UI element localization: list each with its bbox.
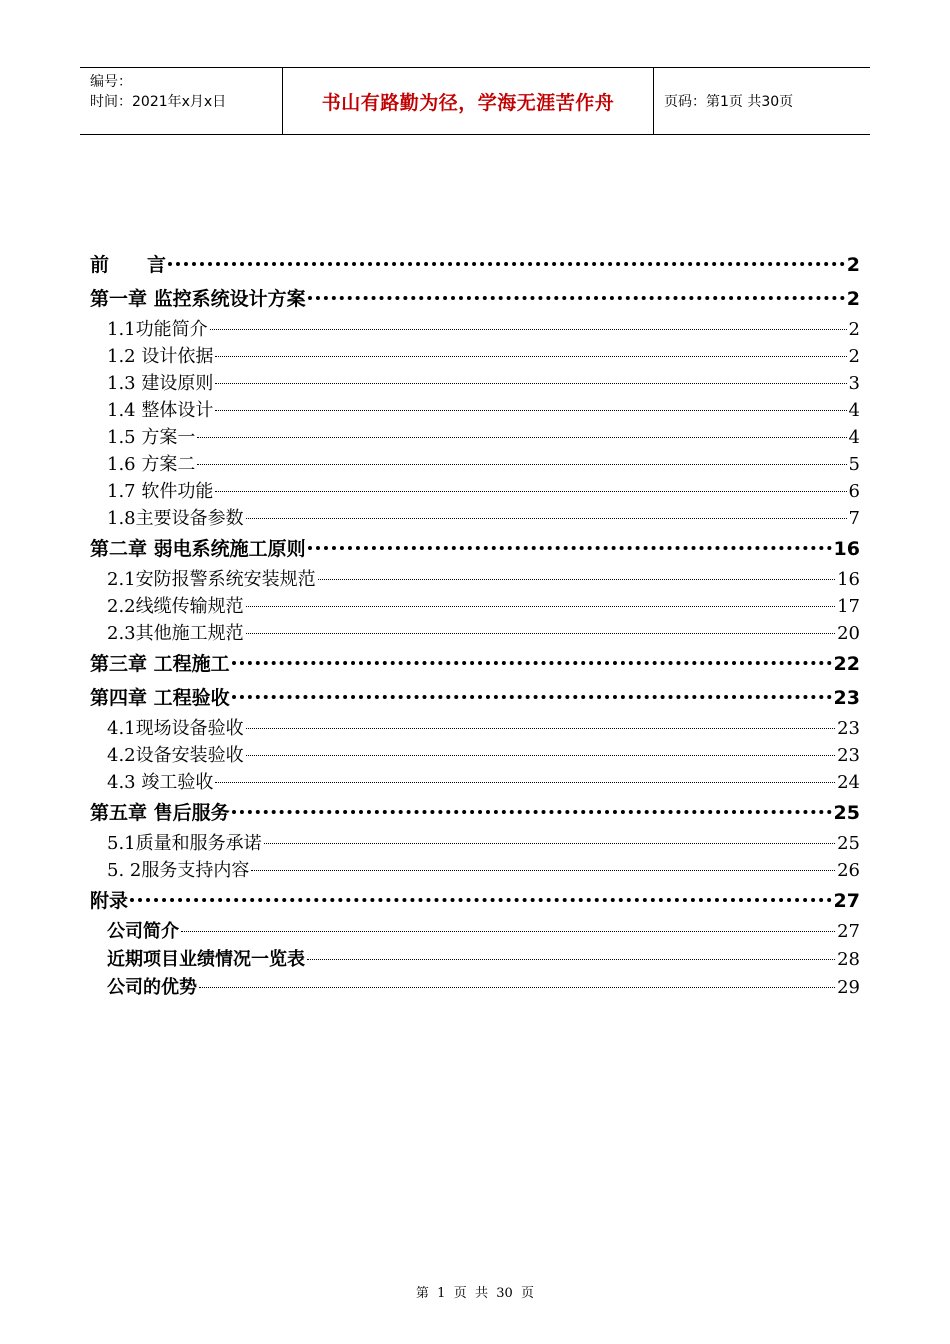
toc-entry-title: 第四章 工程验收 (90, 687, 230, 709)
toc-entry-page: 27 (833, 890, 860, 912)
toc-leader-dots (215, 782, 835, 783)
toc-entry-title: 4.2设备安装验收 (107, 745, 244, 766)
toc-entry[interactable] (90, 316, 860, 343)
toc-leader-dots (307, 959, 835, 960)
document-number-label: 编号： (90, 74, 132, 90)
toc-entry-title: 公司的优势 (107, 977, 197, 998)
header-page-cell (654, 68, 870, 134)
toc-entry[interactable] (90, 370, 860, 397)
toc-leader-dots (215, 410, 846, 411)
toc-entry-title: 2.3其他施工规范 (107, 623, 244, 644)
toc-entry[interactable] (90, 974, 860, 1002)
toc-leader-dots (197, 464, 846, 465)
toc-entry-page: 4 (848, 427, 860, 448)
toc-entry-title: 1.8主要设备参数 (107, 508, 244, 529)
toc-leader-dots (246, 633, 835, 634)
toc-entry-page: 17 (837, 596, 860, 617)
toc-entry-title: 4.1现场设备验收 (107, 718, 244, 739)
toc-entry-page: 24 (837, 772, 860, 793)
document-date: 时间：2021年x月x日 (90, 94, 227, 110)
toc-leader-dots (232, 695, 832, 699)
header-page-info: 页码：第1页 共30页 (664, 94, 794, 110)
toc-entry[interactable] (90, 647, 860, 681)
toc-entry-page: 2 (848, 319, 860, 340)
header-motto: 书山有路勤为径，学海无涯苦作舟 (321, 91, 615, 114)
header-motto-cell (282, 68, 654, 134)
toc-entry-page: 16 (833, 538, 860, 560)
toc-entry-title: 2.1安防报警系统安装规范 (107, 569, 316, 590)
toc-entry[interactable] (90, 946, 860, 974)
toc-entry[interactable] (90, 397, 860, 424)
toc-leader-dots (199, 987, 835, 988)
toc-entry-page: 7 (848, 508, 860, 529)
toc-entry-page: 2 (848, 346, 860, 367)
toc-entry-title: 1.7 软件功能 (107, 481, 214, 502)
toc-entry-page: 5 (848, 454, 860, 475)
toc-entry-page: 22 (833, 653, 860, 675)
toc-leader-dots (251, 870, 835, 871)
toc-entry[interactable] (90, 620, 860, 647)
toc-entry-page: 27 (837, 921, 860, 942)
toc-leader-dots (308, 546, 832, 550)
header-meta (80, 68, 282, 134)
toc-entry[interactable] (90, 532, 860, 566)
toc-entry[interactable] (90, 742, 860, 769)
toc-entry-page: 20 (837, 623, 860, 644)
toc-entry-page: 25 (833, 802, 860, 824)
toc-leader-dots (168, 262, 845, 266)
toc-entry-page: 25 (837, 833, 860, 854)
toc-entry[interactable] (90, 505, 860, 532)
toc-leader-dots (215, 383, 846, 384)
footer-page-number: 第 1 页 共 30 页 (415, 1286, 535, 1301)
toc-entry-title: 1.3 建设原则 (107, 373, 214, 394)
toc-entry-page: 29 (837, 977, 860, 998)
toc-entry-title: 1.2 设计依据 (107, 346, 214, 367)
toc-entry-title: 第五章 售后服务 (90, 802, 230, 824)
toc-entry[interactable] (90, 282, 860, 316)
toc-entry-page: 23 (837, 718, 860, 739)
toc-entry-title: 1.1功能简介 (107, 319, 208, 340)
document-header (80, 67, 870, 135)
toc-entry[interactable] (90, 830, 860, 857)
toc-leader-dots (308, 296, 845, 300)
toc-leader-dots (246, 606, 835, 607)
toc-leader-dots (197, 437, 846, 438)
toc-entry[interactable] (90, 248, 860, 282)
toc-entry-page: 16 (837, 569, 860, 590)
toc-entry-title: 4.3 竣工验收 (107, 772, 214, 793)
toc-entry-title: 近期项目业绩情况一览表 (107, 949, 305, 970)
toc-leader-dots (215, 491, 846, 492)
toc-entry[interactable] (90, 593, 860, 620)
toc-entry[interactable] (90, 884, 860, 918)
toc-entry-title: 2.2线缆传输规范 (107, 596, 244, 617)
toc-leader-dots (246, 755, 835, 756)
toc-entry-page: 26 (837, 860, 860, 881)
toc-leader-dots (215, 356, 846, 357)
toc-entry-title: 附录 (90, 890, 129, 912)
toc-entry[interactable] (90, 343, 860, 370)
page-footer (0, 1282, 950, 1301)
toc-leader-dots (210, 329, 847, 330)
toc-leader-dots (318, 579, 835, 580)
toc-leader-dots (232, 810, 832, 814)
toc-entry-page: 4 (848, 400, 860, 421)
toc-entry-title: 前 言 (90, 254, 167, 276)
table-of-contents (90, 248, 860, 1002)
toc-entry-page: 2 (846, 288, 860, 310)
toc-entry-title: 1.5 方案一 (107, 427, 196, 448)
toc-entry[interactable] (90, 796, 860, 830)
toc-entry[interactable] (90, 681, 860, 715)
toc-entry[interactable] (90, 478, 860, 505)
toc-leader-dots (264, 843, 835, 844)
toc-entry-title: 第一章 监控系统设计方案 (90, 288, 306, 310)
toc-entry-page: 2 (846, 254, 860, 276)
toc-entry-title: 公司简介 (107, 921, 179, 942)
toc-leader-dots (246, 728, 835, 729)
toc-entry-page: 28 (837, 949, 860, 970)
toc-leader-dots (246, 518, 847, 519)
toc-entry-page: 6 (848, 481, 860, 502)
toc-entry-title: 第二章 弱电系统施工原则 (90, 538, 306, 560)
toc-entry[interactable] (90, 451, 860, 478)
toc-entry[interactable] (90, 918, 860, 946)
toc-entry-page: 23 (833, 687, 860, 709)
toc-leader-dots (130, 898, 832, 902)
toc-entry-title: 5.1质量和服务承诺 (107, 833, 262, 854)
toc-entry-page: 23 (837, 745, 860, 766)
toc-entry[interactable] (90, 769, 860, 796)
toc-entry-title: 1.4 整体设计 (107, 400, 214, 421)
toc-entry[interactable] (90, 566, 860, 593)
toc-entry-title: 1.6 方案二 (107, 454, 196, 475)
toc-leader-dots (232, 661, 832, 665)
toc-entry-title: 第三章 工程施工 (90, 653, 230, 675)
toc-leader-dots (181, 931, 835, 932)
toc-entry[interactable] (90, 424, 860, 451)
toc-entry-page: 3 (848, 373, 860, 394)
toc-entry[interactable] (90, 857, 860, 884)
toc-entry[interactable] (90, 715, 860, 742)
toc-entry-title: 5. 2服务支持内容 (107, 860, 250, 881)
